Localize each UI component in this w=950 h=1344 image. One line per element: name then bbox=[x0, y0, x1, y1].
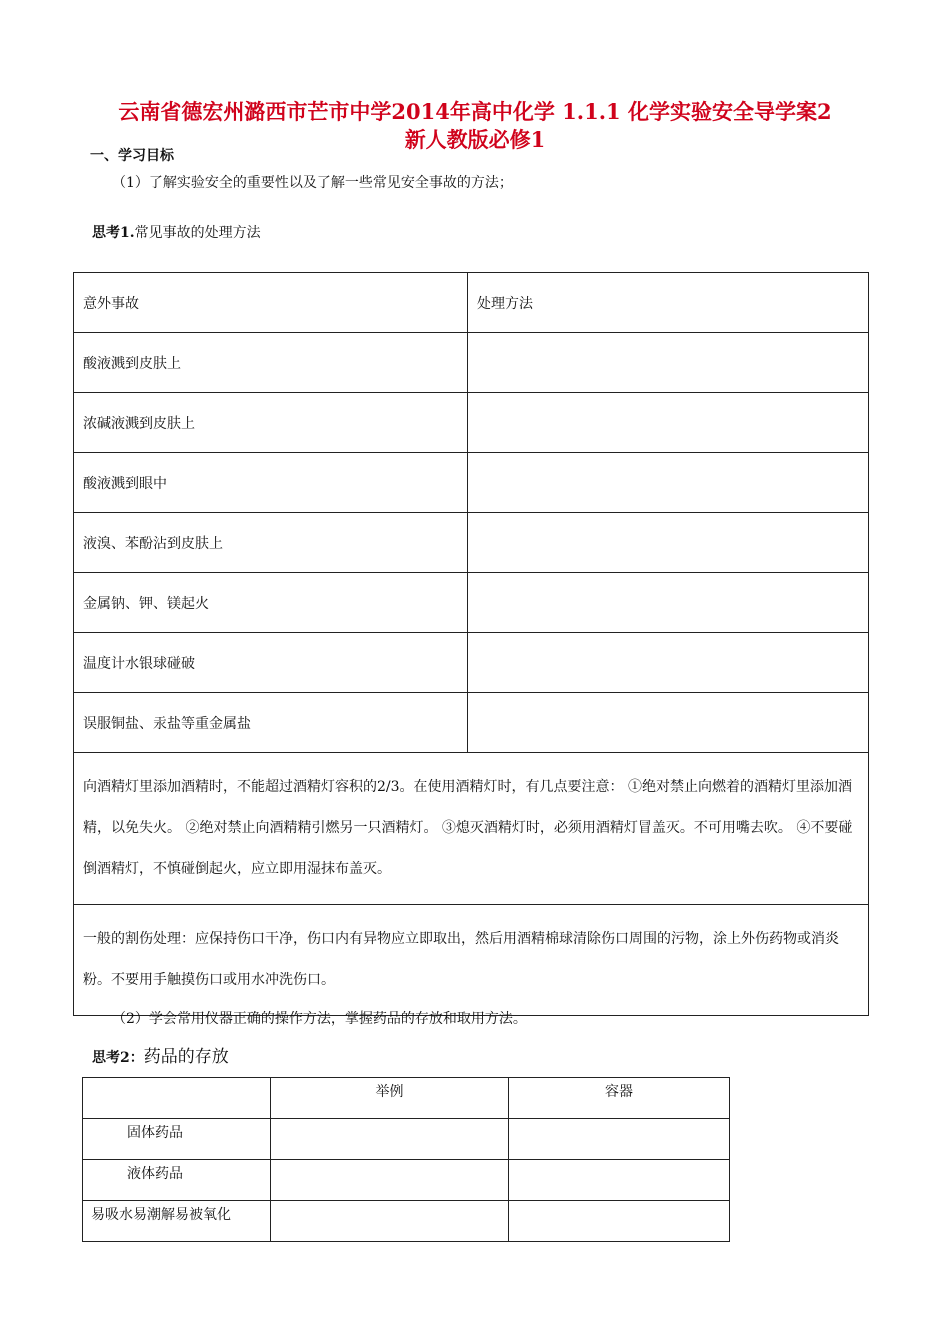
table-row bbox=[74, 273, 869, 333]
table-row bbox=[74, 393, 869, 453]
container-cell bbox=[509, 1160, 730, 1201]
header-accident: 意外事故 bbox=[74, 273, 468, 333]
reagent-type-cell: 易吸水易潮解易被氧化 bbox=[83, 1201, 271, 1242]
table-row bbox=[74, 753, 869, 905]
table-row bbox=[83, 1078, 730, 1119]
table-row bbox=[74, 633, 869, 693]
container-cell bbox=[509, 1119, 730, 1160]
example-cell bbox=[271, 1160, 509, 1201]
header-example: 举例 bbox=[271, 1078, 509, 1119]
container-cell bbox=[509, 1201, 730, 1242]
accident-cell: 金属钠、钾、镁起火 bbox=[74, 573, 468, 633]
method-cell bbox=[468, 333, 869, 393]
table-row bbox=[74, 513, 869, 573]
think-2-label: 思考2： bbox=[92, 1050, 144, 1066]
storage-table bbox=[82, 1077, 730, 1242]
title-line-1: 云南省德宏州潞西市芒市中学2014年高中化学 1.1.1 化学实验安全导学案2 bbox=[118, 99, 832, 124]
objective-1: （1）了解实验安全的重要性以及了解一些常见安全事故的方法； bbox=[112, 175, 513, 191]
objective-2: （2）学会常用仪器正确的操作方法，掌握药品的存放和取用方法。 bbox=[112, 1011, 527, 1027]
think-1-label: 思考1. bbox=[92, 225, 135, 241]
example-cell bbox=[271, 1201, 509, 1242]
cut-injury-note: 一般的割伤处理：应保持伤口干净，伤口内有异物应立即取出，然后用酒精棉球清除伤口周围的污物，涂上外伤药物或消炎粉。不要用手触摸伤口或用水冲洗伤口。 bbox=[74, 905, 869, 1016]
method-cell bbox=[468, 573, 869, 633]
accident-cell: 液溴、苯酚沾到皮肤上 bbox=[74, 513, 468, 573]
method-cell bbox=[468, 453, 869, 513]
table-row bbox=[83, 1201, 730, 1242]
reagent-type-cell: 液体药品 bbox=[83, 1160, 271, 1201]
alcohol-lamp-note: 向酒精灯里添加酒精时，不能超过酒精灯容积的2/3。在使用酒精灯时，有几点要注意： ①绝对禁止向燃着的酒精灯里添加酒精，以免失火。 ②绝对禁止向酒精精引燃另一只酒精灯。 ③熄灭酒精灯时，必须用酒精灯冒盖灭。不可用嘴去吹。 ④不要碰倒酒精灯，不慎碰倒起火，应立即用湿抹布盖灭。 bbox=[74, 753, 869, 905]
accident-cell: 误服铜盐、汞盐等重金属盐 bbox=[74, 693, 468, 753]
think-2-text: 药品的存放 bbox=[143, 1047, 229, 1067]
table-row bbox=[74, 333, 869, 393]
think-2 bbox=[92, 1042, 229, 1067]
reagent-type-cell: 固体药品 bbox=[83, 1119, 271, 1160]
method-cell bbox=[468, 693, 869, 753]
method-cell bbox=[468, 633, 869, 693]
method-cell bbox=[468, 393, 869, 453]
header-container: 容器 bbox=[509, 1078, 730, 1119]
accident-cell: 温度计水银球碰破 bbox=[74, 633, 468, 693]
table-row bbox=[83, 1119, 730, 1160]
accident-cell: 酸液溅到眼中 bbox=[74, 453, 468, 513]
accident-cell: 浓碱液溅到皮肤上 bbox=[74, 393, 468, 453]
table-row bbox=[74, 453, 869, 513]
table-row bbox=[74, 905, 869, 1016]
think-1 bbox=[92, 222, 261, 242]
section-heading: 一、学习目标 bbox=[90, 148, 174, 164]
header-blank bbox=[83, 1078, 271, 1119]
table-row bbox=[74, 573, 869, 633]
accident-table bbox=[73, 272, 869, 1016]
table-row bbox=[83, 1160, 730, 1201]
example-cell bbox=[271, 1119, 509, 1160]
table-row bbox=[74, 693, 869, 753]
think-1-text: 常见事故的处理方法 bbox=[134, 225, 261, 241]
header-method: 处理方法 bbox=[468, 273, 869, 333]
method-cell bbox=[468, 513, 869, 573]
accident-cell: 酸液溅到皮肤上 bbox=[74, 333, 468, 393]
document-title bbox=[60, 98, 890, 154]
title-line-2: 新人教版必修1 bbox=[404, 127, 546, 152]
